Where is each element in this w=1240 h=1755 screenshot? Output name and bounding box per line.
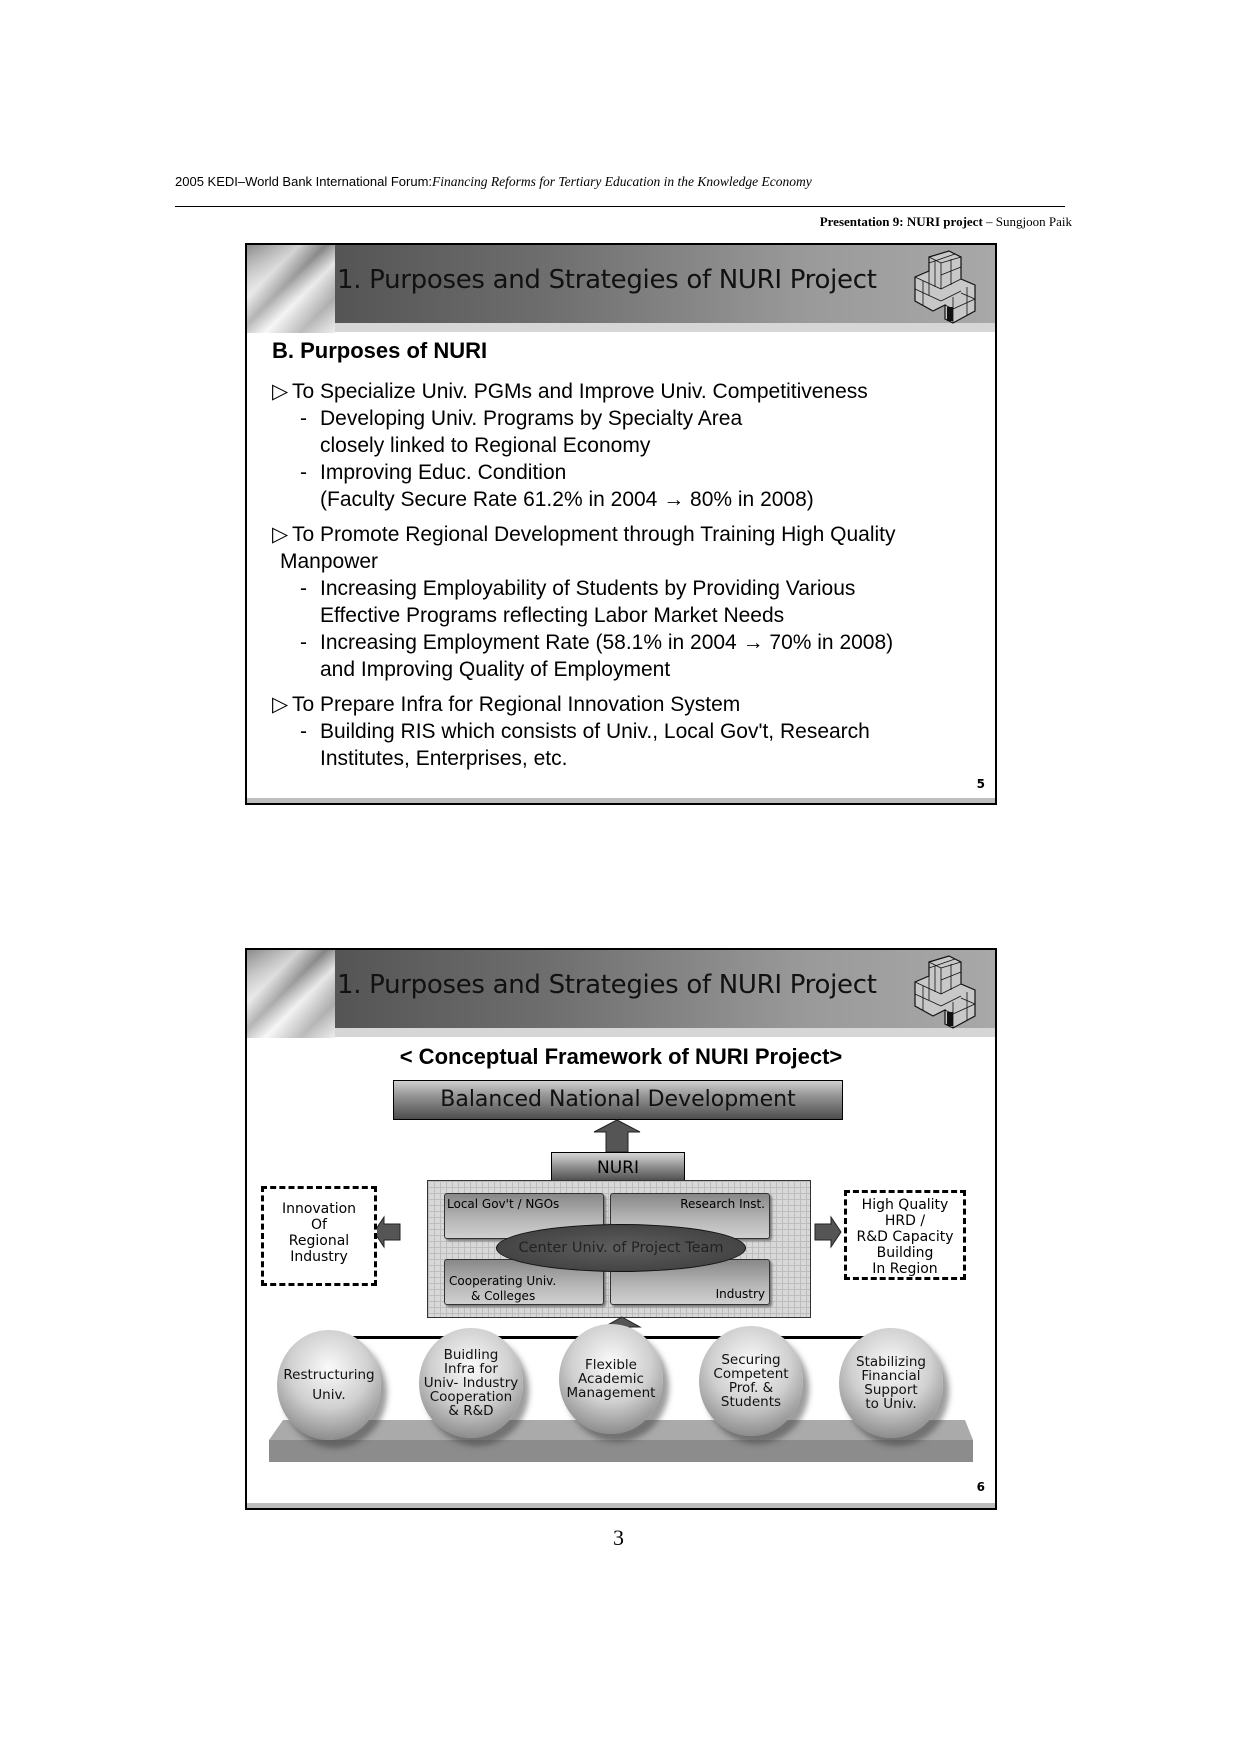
sphere-line: Cooperation: [429, 1389, 513, 1405]
sphere-line: Management: [566, 1385, 656, 1401]
sub-text-cont: Effective Programs reflecting Labor Market Needs: [320, 604, 785, 627]
sphere-building-infra: [419, 1328, 523, 1438]
sub-text: Building RIS which consists of Univ., Local Gov't, Research: [320, 720, 870, 743]
sphere-line: Infra for: [444, 1361, 498, 1377]
sub-text: Increasing Employment Rate (58.1% in 2004 → 70% in 2008): [320, 631, 894, 654]
sphere-line: Academic: [578, 1371, 644, 1387]
slide-title: 1. Purposes and Strategies of NURI Project: [337, 265, 877, 295]
slide-6: [245, 948, 997, 1510]
sphere-stabilizing-financial: [839, 1328, 943, 1438]
sphere-line: Financial: [861, 1368, 921, 1384]
sub-text-cont: closely linked to Regional Economy: [320, 434, 651, 457]
slide-title: 1. Purposes and Strategies of NURI Project: [337, 970, 877, 1000]
sphere-restructuring-univ: [277, 1330, 381, 1440]
section-heading: B. Purposes of NURI: [272, 338, 488, 363]
forum-header: [175, 174, 812, 190]
bullet-item: [272, 378, 975, 513]
nuri-box: NURI: [551, 1152, 685, 1184]
center-univ-ellipse: Center Univ. of Project Team: [496, 1224, 746, 1272]
sphere-line: Univ.: [312, 1387, 346, 1403]
slide-body: [272, 337, 975, 772]
sphere-line: Stabilizing: [856, 1354, 926, 1370]
sphere-line: Competent: [713, 1366, 789, 1382]
framework-panel: [427, 1180, 811, 1318]
innovation-regional-industry-box: [261, 1186, 377, 1286]
slide-bottom-bar: [247, 1503, 995, 1508]
building-blocks-icon: [909, 954, 981, 1030]
sphere-line: Restructuring: [283, 1367, 375, 1383]
sub-item: - Increasing Employability of Students by Providing Various Effective Programs reflecting Labor Market Needs: [272, 575, 975, 629]
sub-text-cont: and Improving Quality of Employment: [320, 658, 671, 681]
slide-5: [245, 243, 997, 805]
cell-label: Local Gov't / NGOs: [447, 1197, 560, 1211]
triangle-right-icon: ▷: [272, 380, 289, 403]
cell-label: Cooperating Univ.: [449, 1274, 557, 1288]
bullet-text-cont: Manpower: [280, 550, 379, 573]
box-line: Regional: [288, 1233, 350, 1249]
building-blocks-icon: [909, 249, 981, 325]
sphere-line: Univ- Industry: [423, 1375, 519, 1391]
cell-label: Industry: [715, 1287, 765, 1301]
triangle-right-icon: ▷: [272, 693, 289, 716]
bullet-text: To Prepare Infra for Regional Innovation System: [292, 693, 741, 716]
presentation-title: Presentation 9: NURI project: [819, 214, 983, 229]
page-number: 3: [613, 1525, 624, 1550]
sub-item: - Increasing Employment Rate (58.1% in 2004 → 70% in 2008) and Improving Quality of Employment: [272, 629, 975, 683]
sub-text-cont: Institutes, Enterprises, etc.: [320, 747, 568, 770]
up-arrow-icon: [590, 1118, 644, 1154]
sub-text: Developing Univ. Programs by Specialty Area: [320, 407, 743, 430]
slide-number: 5: [976, 777, 985, 791]
sub-text: Increasing Employability of Students by Providing Various: [320, 577, 856, 600]
presentation-header: [820, 214, 1072, 230]
bullet-item: [272, 521, 975, 683]
slide-title-underband: [247, 323, 995, 332]
box-line: High Quality: [861, 1197, 949, 1213]
header-photo: [247, 950, 335, 1038]
sphere-line: Buidling: [443, 1347, 499, 1363]
box-line: Building: [876, 1245, 934, 1261]
high-quality-hrd-box: [844, 1190, 966, 1280]
box-line: In Region: [872, 1261, 938, 1277]
framework-title: < Conceptual Framework of NURI Project>: [399, 1044, 843, 1069]
sphere-line: Flexible: [585, 1357, 637, 1373]
forum-separator: :: [428, 174, 433, 189]
cell-label: Research Inst.: [680, 1197, 765, 1211]
sub-item: - Developing Univ. Programs by Specialty Area closely linked to Regional Economy: [272, 405, 975, 459]
sphere-flexible-management: [559, 1324, 663, 1434]
slide-bottom-bar: [247, 798, 995, 803]
sphere-securing-competent: [699, 1326, 803, 1436]
slide-number: 6: [976, 1480, 985, 1494]
box-line: R&D Capacity: [856, 1229, 954, 1245]
right-arrow-icon: [813, 1215, 843, 1249]
header-rule: [175, 206, 1065, 207]
sphere-line: & R&D: [448, 1403, 494, 1419]
box-line: Of: [311, 1217, 327, 1233]
box-line: Innovation: [281, 1201, 357, 1217]
header-photo: [247, 245, 335, 333]
sphere-line: Students: [720, 1394, 782, 1410]
sphere-line: Support: [864, 1382, 918, 1398]
box-line: Industry: [290, 1249, 348, 1265]
bullet-item: [272, 691, 975, 772]
sub-text: Improving Educ. Condition: [320, 461, 567, 484]
presentation-author: – Sungjoon Paik: [986, 214, 1072, 229]
cell-label-cont: & Colleges: [471, 1289, 536, 1303]
balanced-national-development-box: Balanced National Development: [393, 1080, 843, 1120]
triangle-right-icon: ▷: [272, 523, 289, 546]
sub-text-cont: (Faculty Secure Rate 61.2% in 2004 → 80% in 2008): [320, 488, 814, 511]
sub-item: - Building RIS which consists of Univ., Local Gov't, Research Institutes, Enterprises, etc.: [272, 718, 975, 772]
forum-name: 2005 KEDI–World Bank International Forum: [175, 174, 429, 189]
bullet-text: To Promote Regional Development through Training High Quality: [292, 523, 896, 546]
bullet-text: To Specialize Univ. PGMs and Improve Univ. Competitiveness: [292, 380, 868, 403]
sphere-line: to Univ.: [865, 1396, 917, 1412]
forum-subtitle: Financing Reforms for Tertiary Education in the Knowledge Economy: [432, 174, 812, 189]
slide-title-underband: [247, 1028, 995, 1037]
sub-item: - Improving Educ. Condition (Faculty Secure Rate 61.2% in 2004 → 80% in 2008): [272, 459, 975, 513]
sphere-line: Prof. &: [728, 1380, 774, 1396]
sphere-line: Securing: [721, 1352, 781, 1368]
box-line: HRD /: [884, 1213, 926, 1229]
